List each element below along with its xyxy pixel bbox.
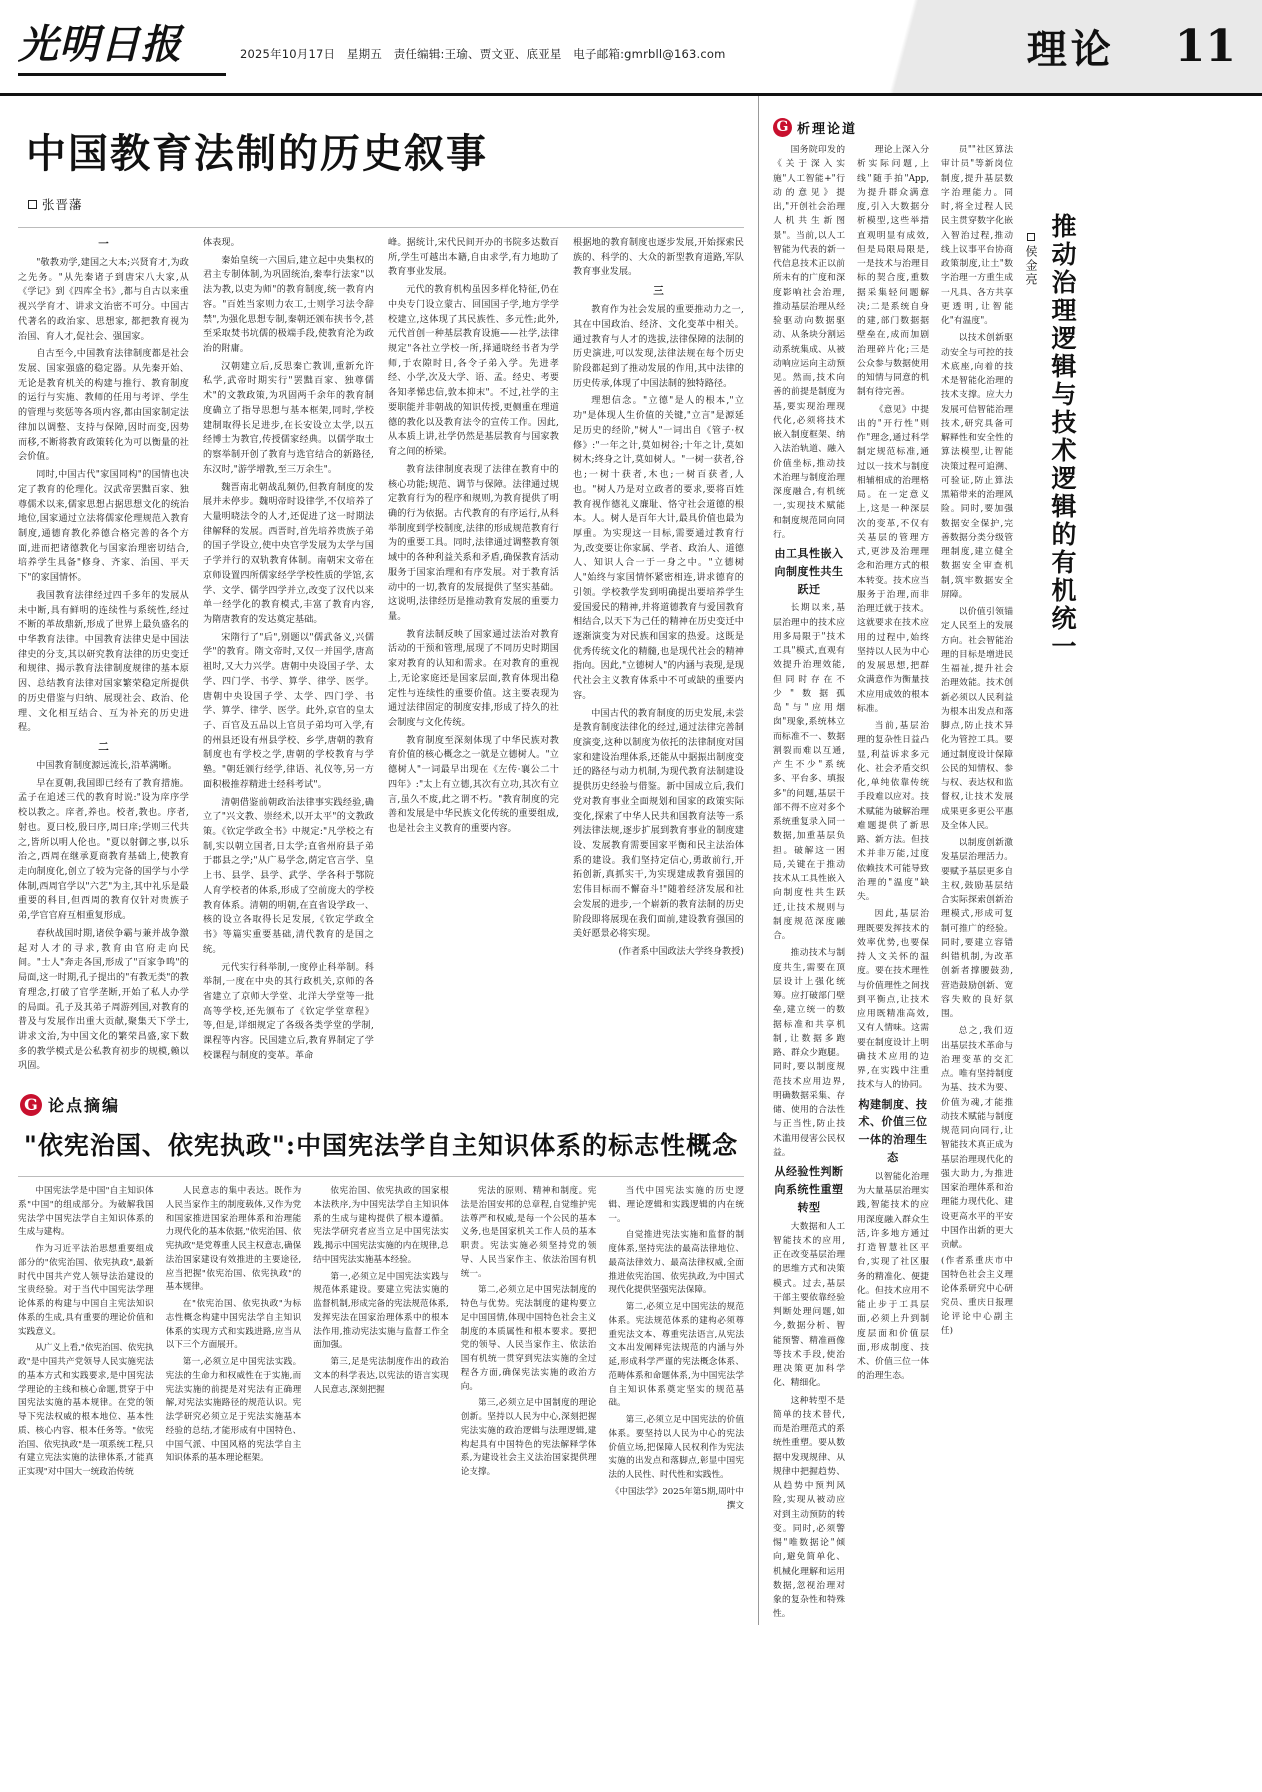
paragraph: 以价值引领锚定人民至上的发展方向。社会智能治理的目标是增进民生福祉,提升社会治理效能。技术创新必须以人民利益为根本出发点和落脚点,防止技术异化为管控工具。要通过制度设计保障公民的知情权、参与权、表达权和监督权,让技术发展成果更多更公平惠及全体人民。 xyxy=(941,607,1013,831)
newspaper-logo xyxy=(18,16,228,74)
page-number: 11 xyxy=(1174,21,1236,72)
right-section-flag xyxy=(773,118,1228,137)
paragraph: 宋隋行了"后",别题以"儒武备义,兴儒学"的教育。隋文帝时,又仅一并国学,唐高祖时,又大力兴学。唐朝中央设国子学、太学、四门学、书学、算学、律学、医学。唐朝中央设国子学、太学、四门学、书学、算学、律学、医学。此外,京官的皇太子、百官及五品以上官员子弟均可入学,有的州县还设有州县学校、乡学,唐朝的教育制度也有学校之学,唐朝的学校教育与学塾。"朝廷颁行经学,律语、礼仪等,另一方面积极推荐精进士经科考试"。 xyxy=(203,632,374,790)
paragraph: 体表现。 xyxy=(203,238,240,248)
right-author-note: (作者系重庆市中国特色社会主义理论体系研究中心研究员、重庆日报理论评论中心副主任) xyxy=(941,1256,1013,1336)
paragraph: 自觉推进宪法实施和监督的制度体系,坚持宪法的最高法律地位、最高法律效力、最高法律权威,全面推进依宪治国、依宪执政,为中国式现代化提供坚强宪法保障。 xyxy=(608,1230,744,1296)
right-column-3 xyxy=(941,143,1013,1625)
section-number: 三 xyxy=(653,285,664,298)
paragraph: 当前,基层治理的复杂性日益凸显,利益诉求多元化、社会矛盾交织化,单纯依靠传统手段难以应对。技术赋能为破解治理难题提供了新思路、新方法。但技术并非万能,过度依赖技术可能导致治理的"温度"缺失。 xyxy=(857,721,929,902)
page-content xyxy=(0,96,1262,1625)
paragraph: 教育法律制度表现了法律在教育中的核心功能;规范、调节与保障。法律通过规定教育行为的程序和规则,为教育提供了明确的行为依据。古代教育的有序运行,从科举制度到学校制度,法律的形成规范教育行为的重要工具。同时,法律通过调整教育领域中的各种利益关系和矛盾,确保教育活动服务于国家治理和有序发展。对于教育活动中的一切,教育的发展提供了坚实基础。这说明,法律经历是推动教育发展的重要力量。 xyxy=(388,464,559,622)
paragraph: 以智能化治理为大量基层治理实践,智能技术的应用深度融入群众生活,许多地方通过打造智慧社区平台,实现了社区服务的精准化、便捷化。但技术应用不能止步于工具层面,必须上升到制度层面和价值层面,形成制度、技术、价值三位一体的治理生态。 xyxy=(857,1171,929,1382)
guangming-g-icon: G xyxy=(20,1094,42,1116)
masthead-section-band xyxy=(832,0,1262,93)
brief-column-5 xyxy=(608,1185,744,1516)
paragraph: 《意见》中提出的"开行性"则作"理念,通过科学制定规范标准,通过以一技术与制度相辅相成的治理格局。在一定意义上,这是一种深层次的变革,不仅有关基层的管理方式,更涉及治理理念和治理方式的根本转变。技术应当服务于治理,而非治理迁就于技术。这就要求在技术应用的过程中,始终坚持以人民为中心的发展思想,把群众满意作为衡量技术应用成效的根本标准。 xyxy=(857,404,929,714)
section-number: 二 xyxy=(98,741,109,753)
right-article-body xyxy=(773,143,1228,1625)
paragraph: 作为习近平法治思想重要组成部分的"依宪治国、依宪执政",最新时代中国共产党人领导法治建设的宝贵经验。对于当代中国宪法学理论体系的构建与中国自主宪法知识体系的生成,具有重要的理论价值和实践意义。 xyxy=(18,1244,154,1337)
logo-underline xyxy=(18,73,226,76)
page-title: 中国教育法制的历史叙事 xyxy=(26,130,488,177)
section-number: 一 xyxy=(98,238,109,250)
paragraph: 人民意志的集中表达。既作为人民当家作主的制度载体,又作为党和国家推进国家治理体系和治理能力现代化的基本依据,"依宪治国、依宪执政"是党尊重人民主权意志,确保法治国家建设有效推进的主要途径,应当把握"依宪治国、依宪执政"的基本规律。 xyxy=(165,1186,302,1293)
paragraph: 以技术创新驱动安全与可控的技术底座,向着的技术是智能化治理的技术支撑。应大力发展可信智能治理技术,研究具备可解释性和安全性的算法模型,让智能决策过程可追溯、可验证,防止算法黑箱带来的治理风险。同时,要加强数据安全保护,完善数据分类分级管理制度,建立健全数据安全审查机制,筑牢数据安全屏障。 xyxy=(941,333,1013,600)
left-zone xyxy=(18,96,758,1625)
paragraph: 根据地的教育制度也逐步发展,开始探索民族的、科学的、大众的新型教育道路,军队教育事业发展。 xyxy=(573,238,744,278)
paragraph: 因此,基层治理既要发挥技术的效率优势,也要保持人文关怀的温度。要在技术理性与价值理性之间找到平衡点,让技术应用既精准高效,又有人情味。这需要在制度设计上明确技术应用的边界,在实践中注重技术与人的协同。 xyxy=(857,909,929,1091)
paragraph: 当代中国宪法实施的历史逻辑、理论逻辑和实践逻辑的内在统一。 xyxy=(608,1186,744,1224)
paragraph: 大数据和人工智能技术的应用,正在改变基层治理的思维方式和决策模式。过去,基层干部主要依靠经验判断处理问题,如今,数据分析、智能预警、精准画像等技术手段,使治理决策更加科学化、精细化。 xyxy=(773,1221,845,1389)
paragraph: 第一,必须立足中国宪法实践。宪法的生命力和权威性在于实施,而宪法实施的前提是对宪法有正确理解,对宪法实施路径的规范认识。宪法学研究必须立足于宪法实施基本经验的总结,才能形成有中国特色、中国气派、中国风格的宪法学自主知识体系的基本理论框架。 xyxy=(165,1357,302,1464)
paragraph: 员""社区算法审计员"等新岗位制度,提升基层数字治理能力。同时,将全过程人民民主贯穿数字化嵌入智治过程,推动线上议事平台协商政策制度,让土"数字治理一方重生成一凡具、各方共享更透明,让智能化"有温度"。 xyxy=(941,145,1013,326)
brief-column-3 xyxy=(313,1185,449,1516)
right-vertical-title-block xyxy=(1023,143,1080,1617)
right-column-1 xyxy=(773,143,845,1625)
author-note: (作者系中国政法大学终身教授) xyxy=(618,947,744,958)
paragraph: 第二,必须立足中国宪法的规范体系。宪法规范体系的建构必须尊重宪法文本、尊重宪法语言,从宪法文本出发阐释宪法规范的内涵与外延,形成科学严谨的宪法概念体系、范畴体系和命题体系,为中国宪法学自主知识体系奠定坚实的规范基础。 xyxy=(608,1302,744,1409)
paragraph: 魏晋南北朝战乱频仍,但教育制度的发展并未停步。魏明帝时设律学,不仅培养了大量明晓法令的人才,还促进了这一时期法律解释的发展。西晋时,首先培养贵族子弟的国子学设立,使中央官学发展为太学与国子学并行的双轨教育体制。南朝宋文帝在京师设置四所儒家经学学校性质的学馆,玄学、文学、儒学四学并立,改变了汉代以来单一经学化的教育模式,丰富了教育内容,为隋唐教育的发达奠定基础。 xyxy=(203,482,374,625)
right-column-2 xyxy=(857,143,929,1625)
paragraph: 长期以来,基层治理中的技术应用多局限于"技术工具"模式,直观有效提升治理效能,但同时存在不少"数据孤岛"与"应用烟囱"现象,系统林立而标准不一、数据割裂而难以互通,产生不少"系统多、平台多、填报多"的问题,基层干部不得不应对多个系统重复录入同一数据,加重基层负担。破解这一困局,关键在于推动技术从工具性嵌入向制度性共生跃迁,让技术规则与制度规范深度融合。 xyxy=(773,603,845,942)
byline xyxy=(28,195,744,213)
paragraph: 第三,必须立足中国宪法的价值体系。要坚持以人民为中心的宪法价值立场,把保障人民权利作为宪法实施的出发点和落脚点,彰显中国宪法的人民性、时代性和实践性。 xyxy=(608,1415,744,1481)
author-marker-icon xyxy=(1027,233,1035,241)
brief-source-note: 《中国法学》2025年第5期,周叶中撰文 xyxy=(610,1486,744,1511)
paragraph: 元代的教育机构虽因多样化特征,仍在中央专门设立蒙古、回国国子学,地方学学校建立,这体现了其民族性、多元性;此外,元代首创一种基层教育设施——社学,法律规定"各社立学校一所,择通晓经书者为学师,于农隙时日,各令子弟入学。先进孝经、小学,次及大学、语、孟。经史、考要各知孝悌忠信,敦本抑末"。不过,社学的主要职能并非朝战的知识传授,更侧重在理道德的教化以及教育法令的宣传工作。因此,从本质上讲,社学仍然是基层教育与国家教育之间的桥梁。 xyxy=(388,285,559,458)
byline-marker-icon xyxy=(28,200,37,209)
guangming-g-icon: G xyxy=(773,118,792,137)
brief-column-1 xyxy=(18,1185,154,1516)
right-article-author xyxy=(1023,233,1040,353)
article-column-2 xyxy=(203,236,374,1077)
brief-flag-label: 论点摘编 xyxy=(48,1096,121,1116)
paragraph: 这种转型不是简单的技术替代,而是治理范式的系统性重塑。要从数据中发现规律、从规律中把握趋势、从趋势中预判风险,实现从被动应对到主动预防的转变。同时,必须警惕"唯数据论"倾向,避免简单化、机械化理解和运用数据,忽视治理对象的复杂性和特殊性。 xyxy=(773,1395,845,1620)
paragraph: 教育作为社会发展的重要推动力之一,其在中国政治、经济、文化变革中相关。通过教育与人才的选拔,法律保障的法制的历史演进,可以发现,法律法规在每个历史阶段都起到了推动发展的作用,其中法律的历史传承,体现了中国法制的独特路径。 xyxy=(573,305,744,389)
paragraph: 理论上深入分析实际问题,上线"随手拍"App,为提升群众满意度,引入大数据分析模型,这些举措直观明显有成效,但是局限局限是,一是技术与治理目标的契合度,重数据采集轻问题解决;二是系统自身的建,部门数据据壁垒在,成而加剧治理碎片化;三是公众参与数据使用的知情与同意的机制有待完善。 xyxy=(857,145,929,398)
paragraph: 宪法的原则、精神和制度。宪法是治国安邦的总章程,自觉维护宪法尊严和权威,是每一个公民的基本义务,也是国家机关工作人员的基本职责。宪法实施必须坚持党的领导、人民当家作主、依法治国有机统一。 xyxy=(460,1186,597,1279)
paragraph: 第一,必须立足中国宪法实践与规范体系建设。要建立宪法实施的监督机制,形成完备的宪法规范体系,发挥宪法在国家治理体系中的根本法作用,推动宪法实施与监督工作全面加强。 xyxy=(313,1271,449,1351)
paragraph: 从广义上看,"依宪治国、依宪执政"是中国共产党领导人民实施宪法的基本方式和实践要求,是中国宪法学理论的主线和核心命题,贯穿于中国宪法实施的基本规律。在党的领导下宪法权威的根本地位、基本性质、核心内容、根本任务等。"依宪治国、依宪执政"是一项系统工程,只有建立宪法实施的法律体系,才能真正实现"对中国大一统政治传统 xyxy=(18,1343,154,1478)
right-article-title: 推动治理逻辑与技术逻辑的有机统一 xyxy=(1048,213,1077,661)
paragraph: 自古至今,中国教育法律制度都是社会发展、国家强盛的稳定器。从先秦开始、无论是教育机关的构建与推行、教育制度的运行与实施、教师的任用与考评、学生的管理与奖惩等各项内容,都由国家制定法律加以调整、支持与保障,因时而变,因势而移,不断将教育政策转化为可以衡量的社会价值。 xyxy=(18,349,189,463)
right-flag-label: 析理论道 xyxy=(797,122,858,137)
paragraph: 秦始皇统一六国后,建立起中央集权的君主专制体制,为巩固统治,秦奉行法家"以法为教,以吏为师"的教育制度,统一教育内容。"百姓当家则力农工,士则学习法令辞禁",为强化思想专制,秦朝还颁布挟书令,甚至采取焚书坑儒的极端手段,使教育沦为政治的附庸。 xyxy=(203,255,374,355)
paragraph: 中国宪法学是中国"自主知识体系"中国"的组成部分。为破解我国宪法学中国宪法学自主知识体系的生成与建构。 xyxy=(18,1186,154,1238)
masthead xyxy=(0,0,1262,96)
paragraph: 第三,足是宪法制度作出的政治文本的科学表达,以宪法的语言实现人民意志,深刻把握 xyxy=(313,1357,449,1395)
paragraph: 教育法制反映了国家通过法治对教育活动的干预和管理,展现了不同历史时期国家对教育的认知和需求。在对教育的重视上,无论家庭还是国家层面,教育体现出稳定性与连续性的重要价值。这主要表现为通过法律固定的制度安排,形成了持久的社会制度与文化传统。 xyxy=(388,629,559,728)
paragraph: 中国古代的教育制度的历史发展,未尝是教育制度法律化的经过,通过法律完善制度演变,这种以制度为依托的法律制度对国家和建设治理体系,还能从中据振出制度变迁的路径与动力机制,为现代教育法制建设提供历史经验与借鉴。新中国成立后,我们党对教育事业全面规划和国家的政策实际变化,探索了中华人民共和国教育法等一系列法律法规,逐步扩展到教育事业的制度建设、发展教育需要国家平衡和民主法治体系的建设。我们坚持定信心,勇敢前行,开拓创新,真抓实干,为实现建成教育强国的宏伟目标而不懈奋斗!"随着经济发展和社会发展的进步,一个崭新的教育法制的历史阶段即将展现在我们面前,建设教育强国的美好愿景必将实现。 xyxy=(573,708,744,940)
paragraph: 理想信念。"立德"是人的根本,"立功"是体现人生价值的关键,"立言"是源延足历史的经阶,"树人"一词出自《管子·权修》:"一年之计,莫如树谷;十年之计,莫如树木;终身之计,莫如树人。"一树一获者,谷也;一树十获者,木也;一树百获者,人也。"树人乃是对立政者的要求,要将百姓教育视作德礼义廉耻、恪守社会道德的根本。人。树人是百年大计,最具价值也最为厚重。为实现这一目标,需要通过教育行为,改变要让你家属、学者、政治人、道德人、知识人合一于一身之中。"立德树人"始终与家国情怀紧密相连,讲求德育的引领。学校教学发到明确提出要培养学生爱国爱民的精神,并将道德教育与爱国教育相结合,以天下为己任的精神在历史变迁中逐渐演变为对民族和国家的热爱。这既是优秀传统文化的精髓,也是现代社会的精神指向。因此,"立德树人"的内涵与表现,是现代社会主义教育体系中不可或缺的重要内容。 xyxy=(573,396,744,701)
paragraph: 第二,必须立足中国宪法制度的特色与优势。宪法制度的建构要立足中国国情,体现中国特色社会主义制度的本质属性和根本要求。要把党的领导、人民当家作主、依法治国有机统一贯穿到宪法实施的全过程各方面,确保宪法实施的政治方向。 xyxy=(460,1285,597,1392)
paragraph: 清朝借鉴前朝政治法律事实践经验,确立了"兴文教、崇经术,以开太平"的文教政策。《钦定学政全书》中规定:"凡学校之有制,实以朝立国者,日太学;直省州府县子弟于郡县之学;"从广易学念,荫定官言学、皇上书、县学、县学、武学、学各科于鄂院人育学校者的体系,形成了空前庞大的学校教育体系。清朝的明朝,在直省设学政一、核的设立各取得长足发展,《钦定学政全书》等篇实重要基础,清代教育的是国之统。 xyxy=(203,797,374,955)
paragraph: 早在夏朝,我国即已经有了教育措施。孟子在追述三代的教育时说:"设为庠序学校以教之。庠者,养也。校者,教也。序者,射也。夏曰校,殷曰序,周曰庠;学则三代共之,皆所以明人伦也。"夏以射御之事,以乐治之,西周在继承夏商教育基础上,使教育走向制度化,创立了较为完备的国学与小学体制,西周官学以"六艺"为主,其中礼乐是最重要的科目,但西周的教育仅针对贵族子弟,学官官府互相重复形成。 xyxy=(18,778,189,922)
paragraph: "敬教劝学,建国之大本;兴贤育才,为政之先务。"从先秦诸子到唐宋八大家,从《学记》到《四库全书》,都与自古以来重视兴学育才、讲求文治密不可分。中国古代著名的政治家、思想家, 都把教育视为治国、育人才,促社会、强国家。 xyxy=(18,258,189,342)
paragraph: 我国教育法律经过四千多年的发展从未中断,具有鲜明的连续性与系统性,经过不断的革故鼎新,形成了世界上最负盛名的中华教育法律。中国教育法律史是中国法律史的分支,其以研究教育法律的历史变迁和规律、揭示教育法律制度规律的基本原因、总结教育法律对国家繁荣稳定所提供的历史借鉴与归纳、展现社会、政治、伦理、文化相互结合、互为补充的历史进程。 xyxy=(18,590,189,734)
masthead-meta: 2025年10月17日 星期五 责任编辑:王瑜、贾文亚、底亚星 电子邮箱:gmrbll@163.com xyxy=(240,47,726,61)
article-column-1 xyxy=(18,236,189,1077)
byline-author: 张晋藩 xyxy=(42,197,83,212)
paragraph: 推动技术与制度共生,需要在顶层设计上强化统筹。应打破部门壁垒,建立统一的数据标准和共享机制,让数据多跑路、群众少跑腿。同时,要以制度规范技术应用边界,明确数据采集、存储、使用的合法性与正当性,防止技术滥用侵害公民权益。 xyxy=(773,948,845,1158)
paragraph: 以制度创新激发基层治理活力。要赋予基层更多自主权,鼓励基层结合实际探索创新治理模式,形成可复制可推广的经验。同时,要建立容错纠错机制,为改革创新者撑腰鼓劲,营造鼓励创新、宽容失败的良好氛围。 xyxy=(941,838,1013,1019)
brief-column-2 xyxy=(166,1185,302,1516)
paragraph: 春秋战国时期,诸侯争霸与兼并战争激起对人才的寻求,教育由官府走向民间。"士人"奔走各国,形成了"百家争鸣"的局面,这一时期,孔子提出的"有教无类"的教育理念,打破了官学垄断,开始了私人办学的局面。孔子及其弟子周游列国,对教育的普及与发展作出重大贡献,聚集天下学士,讲求文治,为中国文化的繁荣昌盛,家下数多的教学模式是公私教育初步的规模,赖以巩固。 xyxy=(18,928,189,1072)
author-name: 侯金亮 xyxy=(1024,245,1038,287)
paragraph: 中国教育制度源远流长,沿革满晰。 xyxy=(36,761,178,771)
article-column-3 xyxy=(388,236,559,1077)
right-subhead-2: 从经验性判断向系统性重塑转型 xyxy=(774,1165,844,1214)
paragraph: 元代实行科举制,一度停止科举制。科举制,一度在中央的其行政机关,京师的各省建立了京师大学堂、北洋大学堂等一批高等学校,还先颁布了《钦定学堂章程》等,但是,详细规定了各级各类学堂的学制,课程等内容。民国建立后,教育界制定了学校课程与制度的变革。革命 xyxy=(203,962,374,1061)
section-title: 理论 xyxy=(1026,26,1115,73)
paragraph: 教育制度至深刻体现了中华民族对教育价值的核心概念之一就是立德树人。"立德树人"一词最早出现在《左传·襄公二十四年》:"太上有立德,其次有立功,其次有立言,虽久不废,此之谓不朽。"教育制度的完善和发展是中华民族文化传统的重要组成,也是社会主义教育的重要内容。 xyxy=(388,735,559,835)
paragraph: 同时,中国古代"家国同构"的国情也决定了教育的伦理化。汉武帝罢黜百家、独尊儒术以来,儒家思想占据思想文化的统治地位,国家通过立法将儒家伦理规范入教育制度,通德育教化养德合格完善的各个方面,进而把诸德教化与国家治理密切结合,培养学生具备"修身、齐家、治国、平天下"的家国情怀。 xyxy=(18,470,189,584)
logo-text: 光明日报 xyxy=(18,21,182,68)
right-text-columns xyxy=(773,143,1013,1625)
right-subhead-3: 构建制度、技术、价值三位一体的治理生态 xyxy=(858,1097,928,1164)
brief-article-columns xyxy=(18,1176,744,1516)
paragraph: 在"依宪治国、依宪执政"为标志性概念构建中国宪法学自主知识体系的实现方式和实践进路,应当从以下三个方面展开。 xyxy=(165,1299,302,1351)
paragraph: 峰。据统计,宋代民间开办的书院多达数百所,学生可越出本籍,自由求学,有力地助了教育事业发展。 xyxy=(388,238,559,278)
main-article-columns xyxy=(18,227,744,1077)
paragraph: 依宪治国、依宪执政的国家根本法秩序,为中国宪法学自主知识体系的生成与建构提供了根本遵循。宪法学研究者应当立足中国宪法实践,揭示中国宪法实施的内在规律,总结中国宪法实施基本经验。 xyxy=(313,1186,449,1265)
right-zone xyxy=(758,96,1228,1625)
paragraph: 国务院印发的《关于深入实施"人工智能+"行动的意见》提出,"开创社会治理人机共生新图景"。当前,以人工智能为代表的新一代信息技术正以前所未有的广度和深度影响社会治理,推动基层治理从经验驱动向数据驱动、从条块分割运动系统集成、从被动响应运向主动预见。然而,技术向善的前提是制度为基,要实现治理现代化,必须将技术嵌入制度框架、纳入法治轨道、融入价值坐标,推动技术治理与制度治理深度融合,有机统一,实现技术赋能和制度规范同向同行。 xyxy=(773,145,845,540)
paragraph: 总之,我们迈出基层技术革命与治理变革的交汇点。唯有坚持制度为基、技术为要、价值为魂,才能推动技术赋能与制度规范同向同行,让智能技术真正成为基层治理现代化的强大助力,为推进国家治理体系和治理能力现代化、建设更高水平的平安中国作出新的更大贡献。 xyxy=(941,1026,1013,1250)
article-column-4 xyxy=(573,236,744,1077)
brief-column-4 xyxy=(461,1185,597,1516)
right-subhead-1: 由工具性嵌入向制度性共生跃迁 xyxy=(774,547,844,596)
brief-article-title: "依宪治国、依宪执政":中国宪法学自主知识体系的标志性概念 xyxy=(23,1131,739,1161)
brief-section-flag xyxy=(20,1093,744,1116)
paragraph: 第三,必须立足中国制度的理论创新。坚持以人民为中心,深刻把握宪法实施的政治逻辑与法理逻辑,建构起具有中国特色的宪法解释学体系,为建设社会主义法治国家提供理论支撑。 xyxy=(460,1398,597,1478)
paragraph: 汉朝建立后,反思秦亡教训,重新允许私学,武帝时期实行"罢黜百家、独尊儒术"的文教政策,为巩固两千余年的教育制度确立了指导思想与基本框架,同时,学校建制取得长足进步,在长安设立太学,以五经博士为教官,传授儒家经典。以儒学取士的察举制开创了教育与选官结合的新路径,东汉时,"游学增教,至三万余生"。 xyxy=(203,361,374,475)
